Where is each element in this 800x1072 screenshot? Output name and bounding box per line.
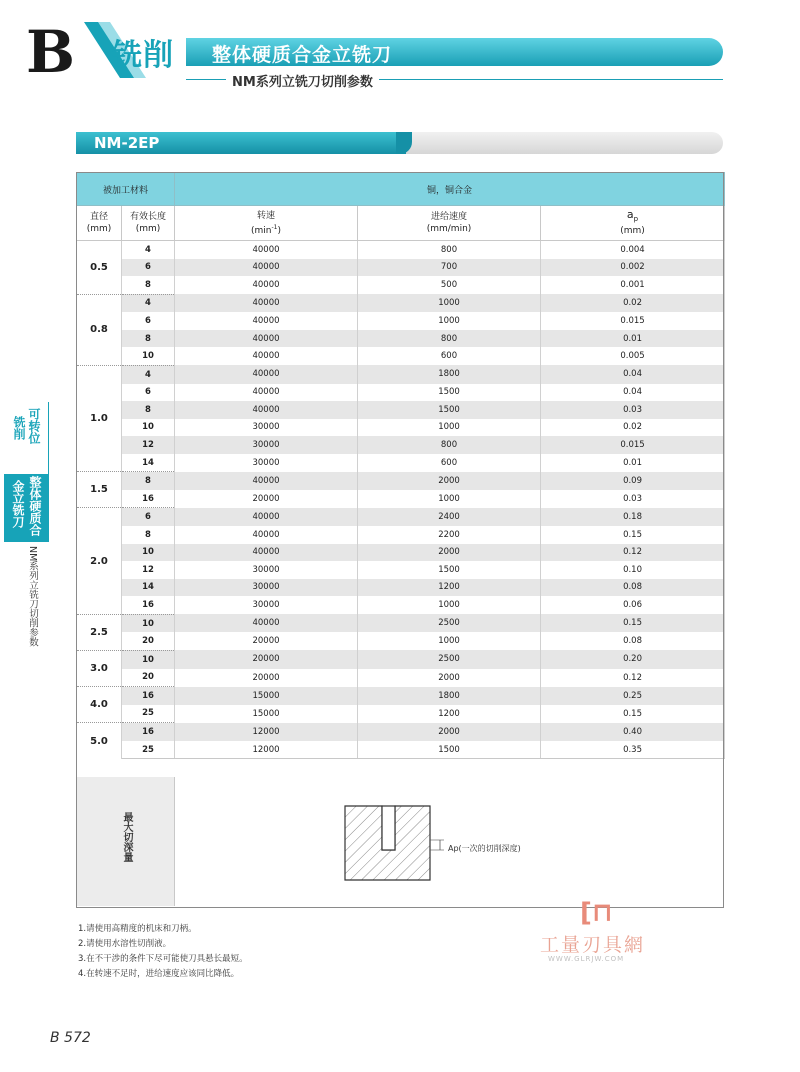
table-row xyxy=(77,276,725,294)
speed-cell: 40000 xyxy=(175,384,358,402)
ap-cell: 0.10 xyxy=(541,561,725,579)
speed-cell: 40000 xyxy=(175,347,358,365)
table-row xyxy=(77,596,725,614)
side-subsection: NM系列立铣刀切削参数 xyxy=(27,546,38,647)
page-number: B 572 xyxy=(50,1030,91,1046)
diameter-cell: 3.0 xyxy=(77,650,122,686)
length-cell: 25 xyxy=(122,705,175,723)
side-tab-label: 整体硬质合 xyxy=(28,476,42,536)
watermark-url: WWW.GLRJW.COM xyxy=(548,955,625,963)
length-cell: 4 xyxy=(122,365,175,383)
table-row xyxy=(77,579,725,597)
ap-cell: 0.35 xyxy=(541,741,725,759)
notes xyxy=(78,922,248,982)
length-cell: 16 xyxy=(122,596,175,614)
table-row xyxy=(77,384,725,402)
length-cell: 14 xyxy=(122,579,175,597)
feed-cell: 1000 xyxy=(358,419,541,437)
material-header: 被加工材料 xyxy=(77,173,175,206)
length-cell: 20 xyxy=(122,669,175,687)
feed-cell: 2000 xyxy=(358,723,541,741)
table-row xyxy=(77,490,725,508)
ap-cell: 0.001 xyxy=(541,276,725,294)
side-tab-rule xyxy=(48,402,49,542)
length-cell: 4 xyxy=(122,294,175,312)
table-row xyxy=(77,687,725,705)
table-row xyxy=(77,561,725,579)
ap-cell: 0.15 xyxy=(541,526,725,544)
ap-cell: 0.18 xyxy=(541,508,725,526)
feed-cell: 800 xyxy=(358,436,541,454)
watermark-text: 工量刃具網 xyxy=(540,934,646,956)
ap-cell: 0.25 xyxy=(541,687,725,705)
length-cell: 8 xyxy=(122,401,175,419)
length-cell: 6 xyxy=(122,312,175,330)
length-cell: 8 xyxy=(122,526,175,544)
feed-cell: 1500 xyxy=(358,401,541,419)
length-cell: 6 xyxy=(122,508,175,526)
diameter-cell: 2.5 xyxy=(77,614,122,650)
length-cell: 25 xyxy=(122,741,175,759)
speed-cell: 40000 xyxy=(175,294,358,312)
note-item: 3.在不干涉的条件下尽可能使刀具悬长最短。 xyxy=(78,954,248,964)
feed-cell: 1000 xyxy=(358,596,541,614)
ap-cell: 0.20 xyxy=(541,650,725,668)
ap-cell: 0.12 xyxy=(541,544,725,562)
watermark-logo-icon: [⊓ xyxy=(580,898,613,928)
model-name: NM-2EP xyxy=(94,134,160,152)
feed-cell: 1500 xyxy=(358,741,541,759)
ap-cell: 0.04 xyxy=(541,384,725,402)
feed-cell: 2200 xyxy=(358,526,541,544)
speed-cell: 30000 xyxy=(175,436,358,454)
speed-cell: 20000 xyxy=(175,650,358,668)
table-row xyxy=(77,614,725,632)
table-row xyxy=(77,241,725,259)
note-item: 4.在转速不足时，进给速度应该同比降低。 xyxy=(78,969,240,979)
feed-cell: 1000 xyxy=(358,632,541,650)
col-speed: 转速 $(\min^{-1})$ xyxy=(175,206,358,241)
feed-cell: 500 xyxy=(358,276,541,294)
ap-cell: 0.06 xyxy=(541,596,725,614)
speed-cell: 15000 xyxy=(175,705,358,723)
feed-cell: 700 xyxy=(358,259,541,277)
table-row xyxy=(77,347,725,365)
feed-cell: 2000 xyxy=(358,669,541,687)
feed-cell: 600 xyxy=(358,347,541,365)
length-cell: 8 xyxy=(122,472,175,490)
speed-cell: 20000 xyxy=(175,632,358,650)
diameter-cell: 1.0 xyxy=(77,365,122,471)
speed-cell: 30000 xyxy=(175,561,358,579)
speed-cell: 15000 xyxy=(175,687,358,705)
speed-cell: 40000 xyxy=(175,365,358,383)
table-row xyxy=(77,669,725,687)
speed-cell: 40000 xyxy=(175,259,358,277)
table-row xyxy=(77,632,725,650)
speed-cell: 30000 xyxy=(175,419,358,437)
table-row xyxy=(77,312,725,330)
length-cell: 6 xyxy=(122,384,175,402)
side-tab-label: 铣削 xyxy=(12,416,26,440)
ap-cell: 0.03 xyxy=(541,401,725,419)
table-row xyxy=(77,723,725,741)
material-value: 铜，铜合金 xyxy=(175,173,725,206)
ap-cell: 0.01 xyxy=(541,454,725,472)
length-cell: 12 xyxy=(122,561,175,579)
speed-cell: 30000 xyxy=(175,579,358,597)
length-cell: 10 xyxy=(122,614,175,632)
length-cell: 10 xyxy=(122,419,175,437)
feed-cell: 2500 xyxy=(358,614,541,632)
diameter-cell: 1.5 xyxy=(77,472,122,508)
length-cell: 16 xyxy=(122,723,175,741)
table-row xyxy=(77,419,725,437)
speed-cell: 30000 xyxy=(175,596,358,614)
ap-cell: 0.01 xyxy=(541,330,725,348)
speed-cell: 40000 xyxy=(175,276,358,294)
diameter-cell: 4.0 xyxy=(77,687,122,723)
length-cell: 10 xyxy=(122,650,175,668)
table-row xyxy=(77,436,725,454)
section-letter: B xyxy=(26,18,76,86)
side-tab-solid-carbide-endmill[interactable] xyxy=(4,474,48,542)
table-row xyxy=(77,650,725,668)
note-item: 2.请使用水溶性切削液。 xyxy=(78,939,172,949)
feed-cell: 800 xyxy=(358,241,541,259)
ap-cell: 0.002 xyxy=(541,259,725,277)
diameter-cell: 5.0 xyxy=(77,723,122,759)
speed-cell: 40000 xyxy=(175,401,358,419)
table-row xyxy=(77,259,725,277)
table-row xyxy=(77,401,725,419)
speed-cell: 40000 xyxy=(175,472,358,490)
ap-cell: 0.015 xyxy=(541,312,725,330)
length-cell: 8 xyxy=(122,276,175,294)
length-cell: 12 xyxy=(122,436,175,454)
cut-depth-diagram xyxy=(330,798,450,888)
length-cell: 16 xyxy=(122,687,175,705)
feed-cell: 1500 xyxy=(358,561,541,579)
diameter-cell: 0.8 xyxy=(77,294,122,365)
ap-cell: 0.004 xyxy=(541,241,725,259)
speed-cell: 40000 xyxy=(175,508,358,526)
feed-cell: 1500 xyxy=(358,384,541,402)
table-row xyxy=(77,526,725,544)
length-cell: 8 xyxy=(122,330,175,348)
note-item: 1.请使用高精度的机床和刀柄。 xyxy=(78,924,197,934)
feed-cell: 1200 xyxy=(358,579,541,597)
speed-cell: 40000 xyxy=(175,241,358,259)
table-row xyxy=(77,741,725,759)
col-feed: 进给速度 (mm/min) xyxy=(358,206,541,241)
feed-cell: 2000 xyxy=(358,544,541,562)
diameter-cell: 2.0 xyxy=(77,508,122,614)
table-row xyxy=(77,454,725,472)
ap-cell: 0.04 xyxy=(541,365,725,383)
speed-cell: 20000 xyxy=(175,490,358,508)
table-row xyxy=(77,330,725,348)
speed-cell: 40000 xyxy=(175,312,358,330)
max-cut-label: 最大切深量 xyxy=(121,812,132,862)
ap-cell: 0.08 xyxy=(541,579,725,597)
speed-cell: 40000 xyxy=(175,330,358,348)
col-ap: $a_p$ (mm) xyxy=(541,206,725,241)
feed-cell: 2000 xyxy=(358,472,541,490)
feed-cell: 1000 xyxy=(358,490,541,508)
feed-cell: 1800 xyxy=(358,687,541,705)
feed-cell: 2500 xyxy=(358,650,541,668)
side-tab-label: 可转位 xyxy=(27,408,41,444)
table-row xyxy=(77,472,725,490)
ap-cell: 0.02 xyxy=(541,294,725,312)
ap-description: Ap(一次的切削深度) xyxy=(448,844,521,853)
table-row xyxy=(77,294,725,312)
page-subtitle: NM系列立铣刀切削参数 xyxy=(226,71,379,90)
speed-cell: 12000 xyxy=(175,741,358,759)
length-cell: 4 xyxy=(122,241,175,259)
speed-cell: 12000 xyxy=(175,723,358,741)
speed-cell: 30000 xyxy=(175,454,358,472)
page-title: 整体硬质合金立铣刀 xyxy=(212,44,393,66)
ap-cell: 0.40 xyxy=(541,723,725,741)
length-cell: 6 xyxy=(122,259,175,277)
col-diameter: 直径 (mm) xyxy=(77,206,122,241)
length-cell: 14 xyxy=(122,454,175,472)
table-row xyxy=(77,365,725,383)
speed-cell: 40000 xyxy=(175,526,358,544)
ap-cell: 0.015 xyxy=(541,436,725,454)
length-cell: 10 xyxy=(122,544,175,562)
side-tab-indexable-milling[interactable] xyxy=(6,402,46,470)
table-row xyxy=(77,544,725,562)
speed-cell: 20000 xyxy=(175,669,358,687)
feed-cell: 800 xyxy=(358,330,541,348)
ap-cell: 0.15 xyxy=(541,705,725,723)
length-cell: 16 xyxy=(122,490,175,508)
col-length: 有效长度 (mm) xyxy=(122,206,175,241)
feed-cell: 1200 xyxy=(358,705,541,723)
feed-cell: 1000 xyxy=(358,312,541,330)
cutting-parameter-table xyxy=(76,172,725,759)
speed-cell: 40000 xyxy=(175,544,358,562)
ap-cell: 0.08 xyxy=(541,632,725,650)
feed-cell: 2400 xyxy=(358,508,541,526)
length-cell: 10 xyxy=(122,347,175,365)
ap-cell: 0.005 xyxy=(541,347,725,365)
ap-cell: 0.03 xyxy=(541,490,725,508)
feed-cell: 600 xyxy=(358,454,541,472)
diameter-cell: 0.5 xyxy=(77,241,122,295)
ap-cell: 0.15 xyxy=(541,614,725,632)
ap-cell: 0.02 xyxy=(541,419,725,437)
speed-cell: 40000 xyxy=(175,614,358,632)
table-row xyxy=(77,508,725,526)
table-row xyxy=(77,705,725,723)
section-name: 铣削 xyxy=(112,38,174,73)
ap-cell: 0.09 xyxy=(541,472,725,490)
length-cell: 20 xyxy=(122,632,175,650)
ap-cell: 0.12 xyxy=(541,669,725,687)
feed-cell: 1000 xyxy=(358,294,541,312)
side-tab-label: 金立铣刀 xyxy=(11,480,25,528)
feed-cell: 1800 xyxy=(358,365,541,383)
